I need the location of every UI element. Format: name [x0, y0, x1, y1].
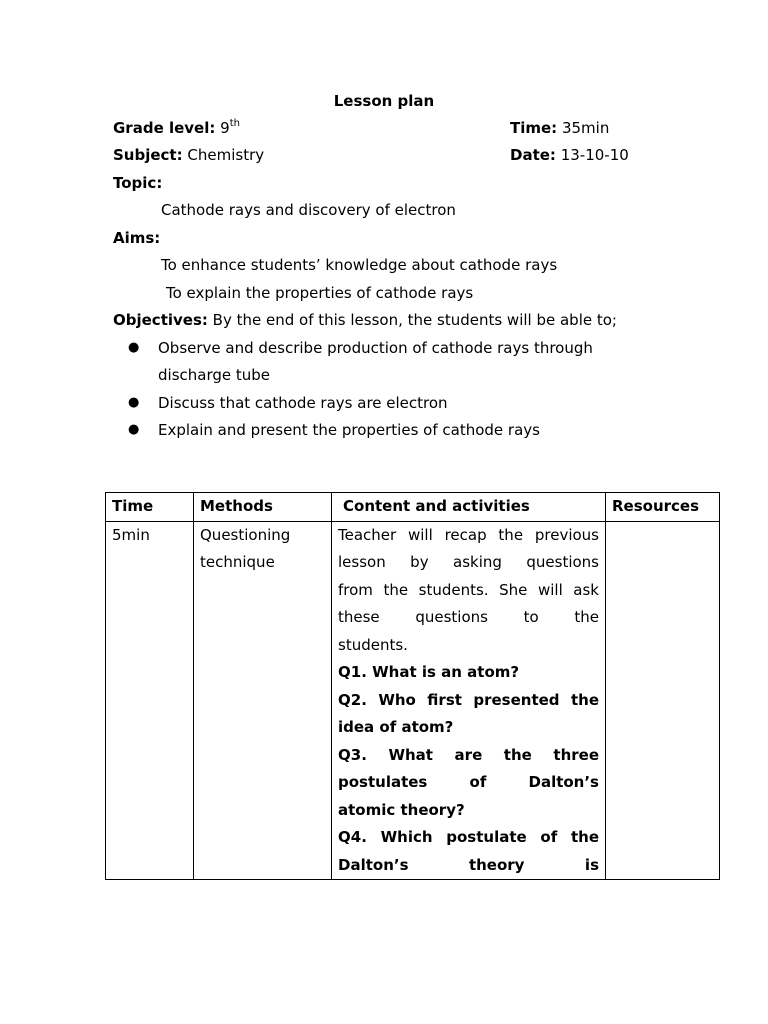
header-resources: Resources: [606, 493, 720, 522]
question-line: Q3. What are the three: [338, 745, 599, 764]
objectives-label: Objectives:: [113, 311, 208, 329]
methods-line: Questioning: [200, 525, 291, 544]
question-line: idea of atom?: [338, 718, 454, 736]
content-line: students.: [338, 635, 408, 654]
objective-item: Explain and present the properties of cathode rays: [158, 421, 540, 439]
lesson-activity-table: [105, 492, 720, 880]
date-label: Date:: [510, 146, 556, 164]
topic-text: Cathode rays and discovery of electron: [161, 201, 456, 219]
grade-level-value: 9: [220, 119, 230, 137]
question-line: atomic theory?: [338, 800, 465, 819]
grade-level-label: Grade level:: [113, 119, 216, 137]
lesson-date: [510, 146, 629, 164]
question-line: Q2. Who first presented the: [338, 690, 599, 709]
content-line: these questions to the: [338, 608, 599, 626]
time-label: Time:: [510, 119, 558, 137]
cell-time: 5min: [106, 521, 194, 880]
aims-label: Aims:: [113, 229, 161, 247]
page-title: Lesson plan: [333, 92, 435, 110]
subject-label: Subject:: [113, 146, 183, 164]
table-header-row: [106, 493, 720, 522]
lesson-time: [510, 119, 609, 137]
objective-item: Discuss that cathode rays are electron: [158, 394, 448, 412]
objectives-intro-text: By the end of this lesson, the students will be able to;: [212, 311, 617, 329]
bullet-icon: ●: [128, 422, 140, 437]
grade-level-superscript: th: [229, 118, 240, 129]
header-time: Time: [106, 493, 194, 522]
bullet-icon: ●: [128, 395, 140, 410]
content-line: from the students. She will ask: [338, 580, 599, 599]
bullet-icon: ●: [128, 340, 140, 355]
objective-item: Observe and describe production of cathode rays through discharge tube: [158, 339, 593, 384]
date-value: 13-10-10: [560, 146, 629, 164]
table-row: [106, 521, 720, 880]
topic-label: Topic:: [113, 174, 163, 192]
subject: [113, 146, 264, 164]
cell-resources: [606, 521, 720, 880]
grade-level: [113, 119, 240, 137]
cell-content-activities: [332, 521, 606, 880]
content-line: Teacher will recap the previous: [338, 525, 599, 544]
header-methods: Methods: [194, 493, 332, 522]
content-line: lesson by asking questions: [338, 553, 599, 571]
methods-line: technique: [200, 553, 275, 571]
question-line: postulates of Dalton’s: [338, 773, 599, 791]
header-content-activities: Content and activities: [332, 493, 606, 522]
cell-methods: [194, 521, 332, 880]
time-value: 35min: [561, 119, 610, 137]
aim-item: To explain the properties of cathode rays: [166, 284, 474, 302]
question-line: Q4. Which postulate of the: [338, 828, 599, 846]
question-line: Q1. What is an atom?: [338, 663, 520, 681]
subject-value: Chemistry: [187, 146, 265, 164]
objectives-intro: [113, 311, 617, 329]
aim-item: To enhance students’ knowledge about cathode rays: [161, 256, 558, 274]
question-line: Dalton’s theory is: [338, 855, 599, 874]
